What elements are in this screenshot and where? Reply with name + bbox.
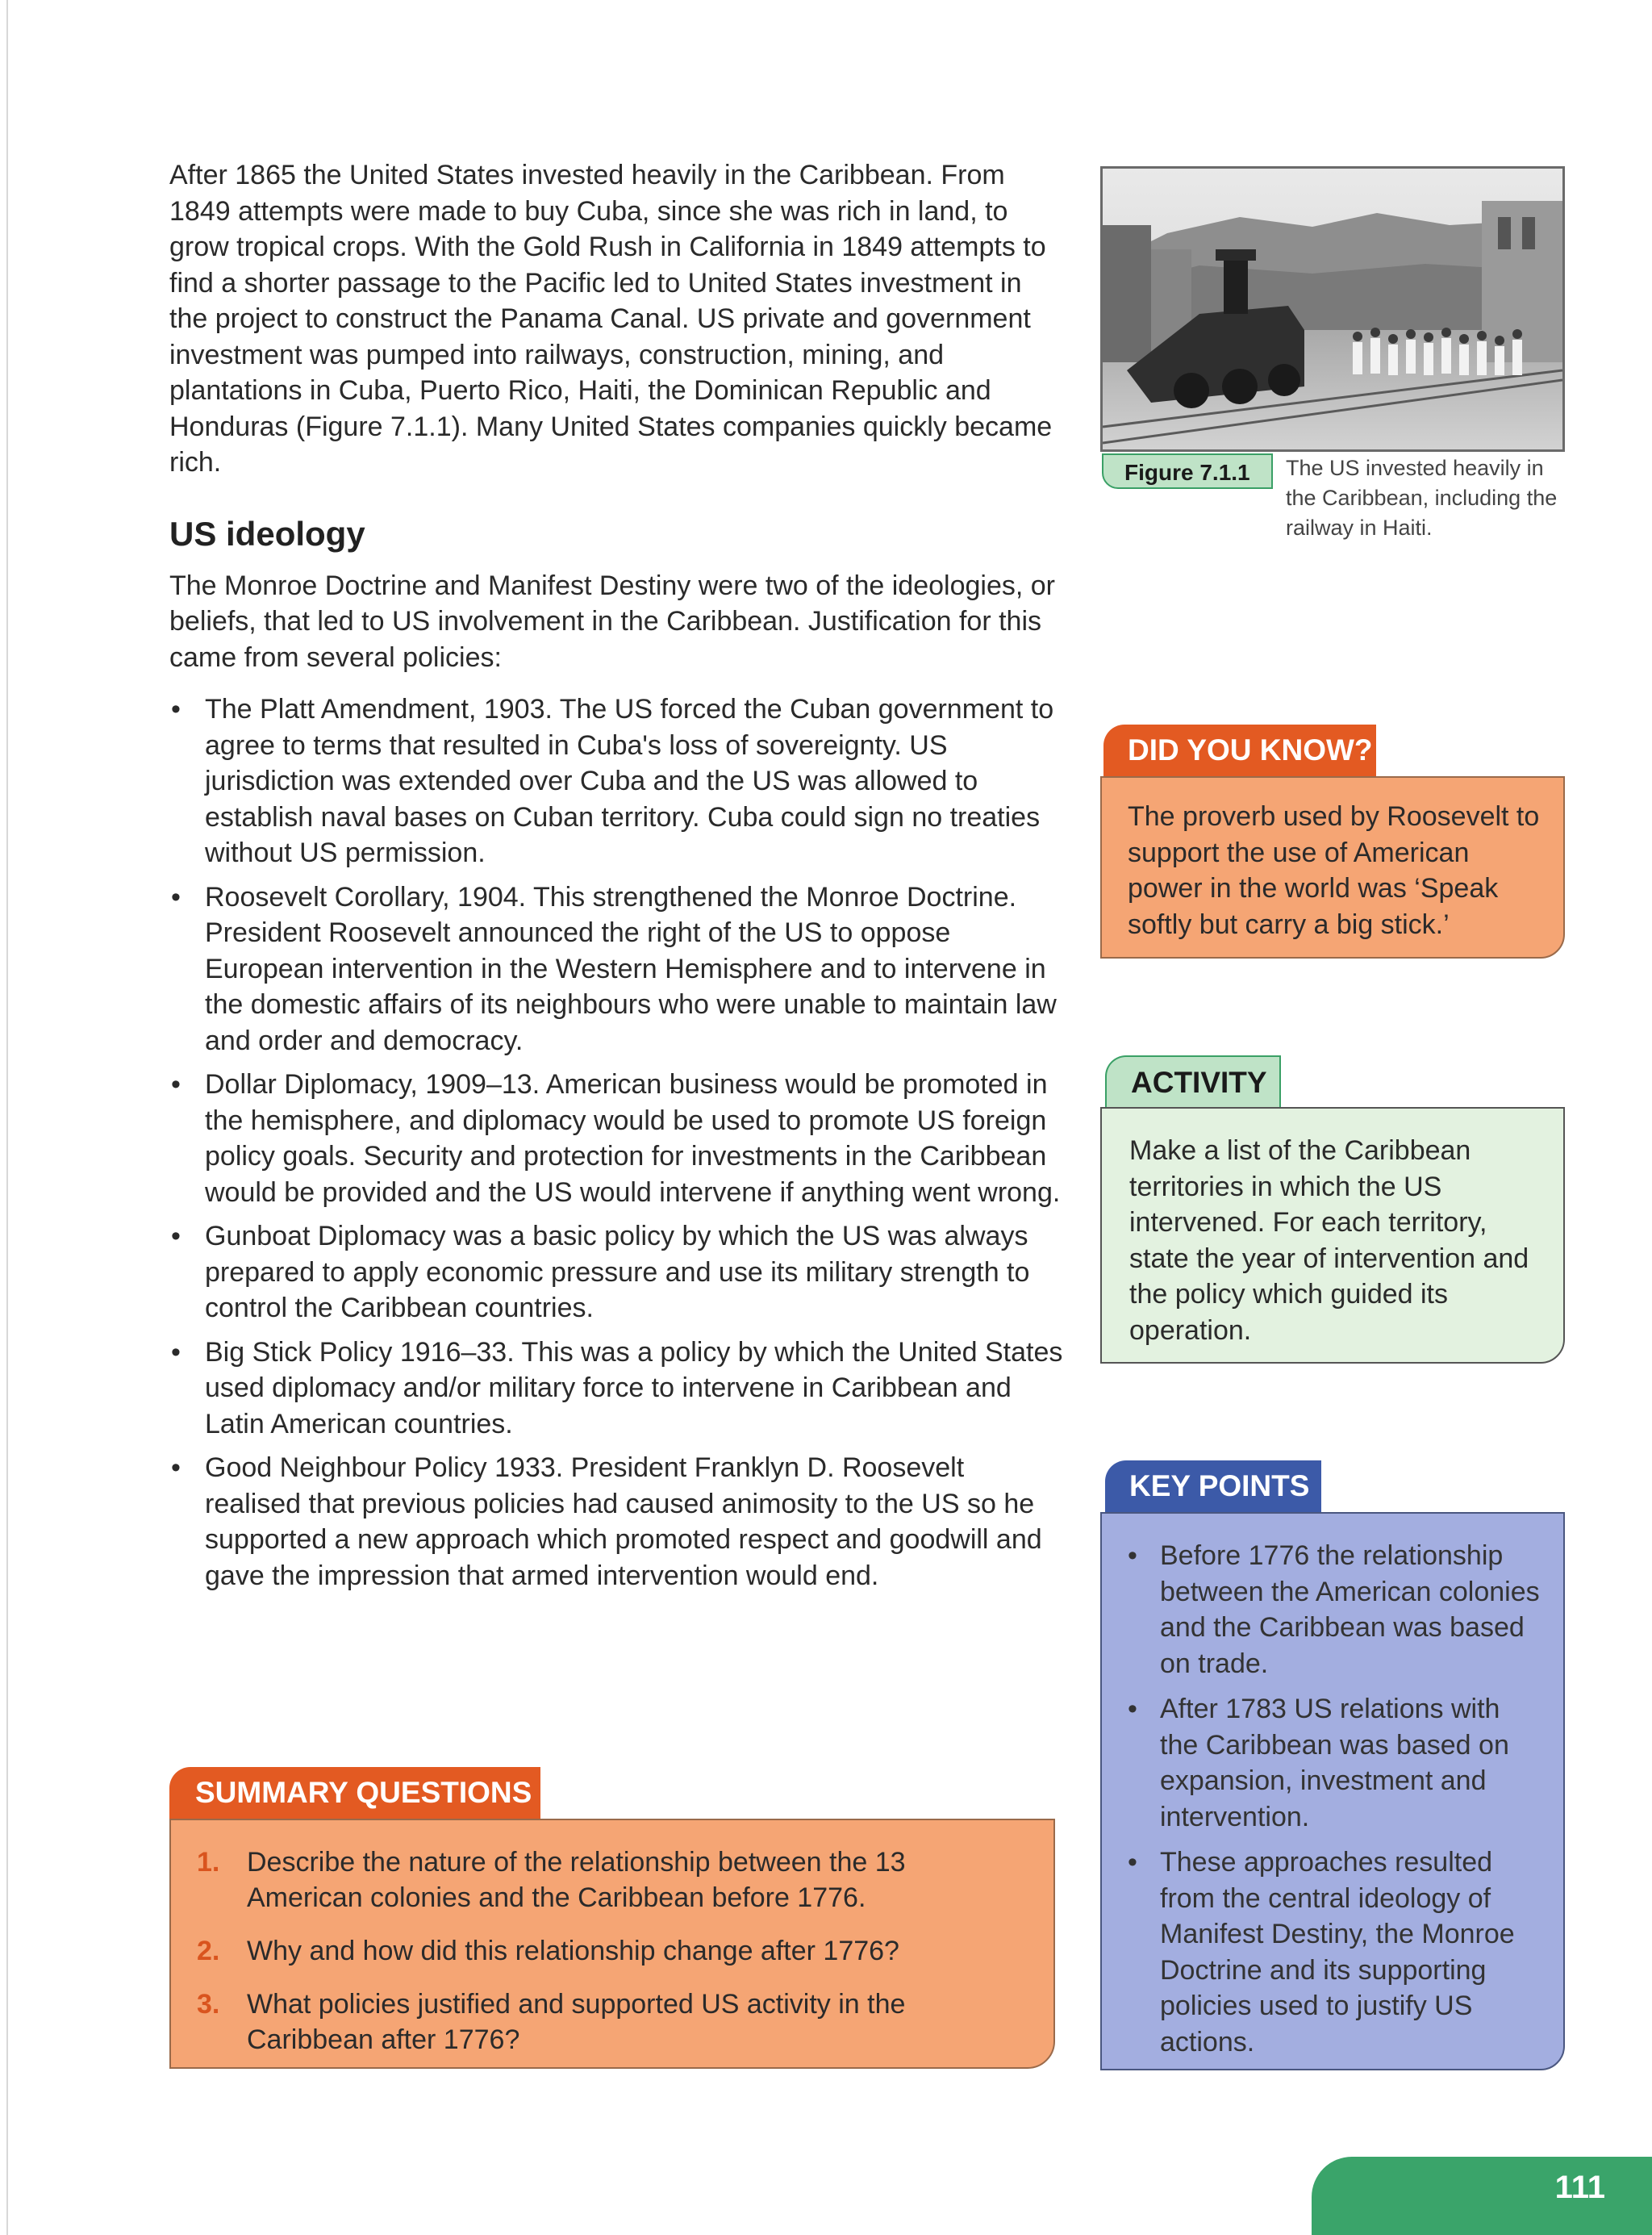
key-points-box [1100,1512,1565,2070]
key-points-list [1123,1538,1541,2060]
bullet-icon: • [1128,1694,1137,1724]
key-point-item [1123,1691,1541,1835]
question-text: Why and how did this relationship change after 1776? [247,1936,899,1966]
bullet-icon: • [171,881,181,913]
policy-text: Good Neighbour Policy 1933. President Franklyn D. Roosevelt realised that previous policies had caused animosity to the US so he supported a new approach which promoted respect and goodwill and gave the impression that armed intervention would end. [205,1452,1042,1591]
bullet-icon: • [171,1452,181,1483]
bullet-icon: • [171,1336,181,1368]
main-column [169,157,1065,1602]
bullet-icon: • [171,1069,181,1100]
did-you-know-text: The proverb used by Roosevelt to support the use of American power in the world was ‘Speak softly but carry a big stick.’ [1128,801,1540,940]
bullet-icon: • [171,694,181,725]
page-number-tab [1312,2157,1652,2235]
photo-illustration [1103,169,1562,449]
policy-text: Dollar Diplomacy, 1909–13. American business would be promoted in the hemisphere, and diplomacy would be used to promote US foreign policy goals. Security and protection for investments in the Caribbean would be provided and the US would intervene if anything went wrong. [205,1069,1061,1208]
policy-item [169,1450,1065,1594]
question-row [197,1933,1021,1969]
activity-box [1100,1107,1565,1364]
policy-item [169,691,1065,871]
bullet-icon: • [1128,1540,1137,1571]
question-row [197,1844,1021,1915]
haiti-railway-photo [1100,166,1565,452]
bullet-icon: • [1128,1847,1137,1878]
policy-text: Gunboat Diplomacy was a basic policy by which the US was always prepared to apply economic pressure and use its military strength to control the Caribbean countries. [205,1221,1030,1323]
key-point-text: After 1783 US relations with the Caribbean was based on expansion, investment and intervention. [1160,1694,1509,1832]
summary-questions-box [169,1819,1055,2069]
policy-item [169,1335,1065,1443]
key-point-text: Before 1776 the relationship between the American colonies and the Caribbean was based on trade. [1160,1540,1540,1679]
key-points-tab: KEY POINTS [1105,1460,1321,1512]
policy-item [169,1067,1065,1210]
summary-questions-tab: SUMMARY QUESTIONS [169,1767,540,1819]
activity-text: Make a list of the Caribbean territories in which the US intervened. For each territory, state the year of intervention and the policy which guided its operation. [1129,1135,1529,1346]
did-you-know-tab: DID YOU KNOW? [1103,725,1376,776]
key-point-item [1123,1538,1541,1681]
section-heading: US ideology [169,514,365,553]
question-number: 2. [197,1936,220,1966]
question-number: 1. [197,1847,220,1878]
figure-label: Figure 7.1.1 [1102,453,1273,489]
question-text: What policies justified and supported US activity in the Caribbean after 1776? [247,1989,906,2055]
bullet-icon: • [171,1221,181,1251]
policy-text: Roosevelt Corollary, 1904. This strengthened the Monroe Doctrine. President Roosevelt announced the right of the US to oppose European intervention in the Western Hemisphere and to intervene in the domestic affairs of its neighbours who were unable to maintain law and order and democracy. [205,881,1057,1056]
did-you-know-box [1100,776,1565,959]
activity-tab: ACTIVITY [1105,1055,1281,1107]
policy-text: Big Stick Policy 1916–33. This was a policy by which the United States used diplomacy and/or military force to intervene in Caribbean and Latin American countries. [205,1336,1063,1439]
policy-item [169,879,1065,1059]
question-number: 3. [197,1989,220,2020]
key-point-text: These approaches resulted from the central ideology of Manifest Destiny, the Monroe Doctrine and its supporting policies used to justify US actions. [1160,1847,1515,2057]
figure-caption: The US invested heavily in the Caribbean, including the railway in Haiti. [1286,456,1558,540]
policy-text: The Platt Amendment, 1903. The US forced the Cuban government to agree to terms that resulted in Cuba's loss of sovereignty. US jurisdiction was extended over Cuba and the US was allowed to establish naval bases on Cuban territory. Cuba could sign no treaties without US permission. [205,694,1054,868]
question-row [197,1986,1021,2057]
page-number: 111 [1554,2170,1605,2205]
policy-item [169,1218,1065,1326]
page-edge-line [6,0,8,2235]
ideology-paragraph: The Monroe Doctrine and Manifest Destiny were two of the ideologies, or beliefs, that led to US involvement in the Caribbean. Justification for this came from several policies: [169,570,1055,673]
question-text: Describe the nature of the relationship between the 13 American colonies and the Caribbean before 1776. [247,1847,906,1913]
intro-paragraph: After 1865 the United States invested heavily in the Caribbean. From 1849 attempts were made to buy Cuba, since she was rich in land, to grow tropical crops. With the Gold Rush in California in 1849 attempts to find a shorter passage to the Pacific led to United States investment in the project to construct the Panama Canal. US private and government investment was pumped into railways, construction, mining, and plantations in Cuba, Puerto Rico, Haiti, the Dominican Republic and Honduras (Figure 7.1.1). Many United States companies quickly became rich. [169,160,1053,478]
policy-list [169,691,1065,1594]
key-point-item [1123,1844,1541,2060]
